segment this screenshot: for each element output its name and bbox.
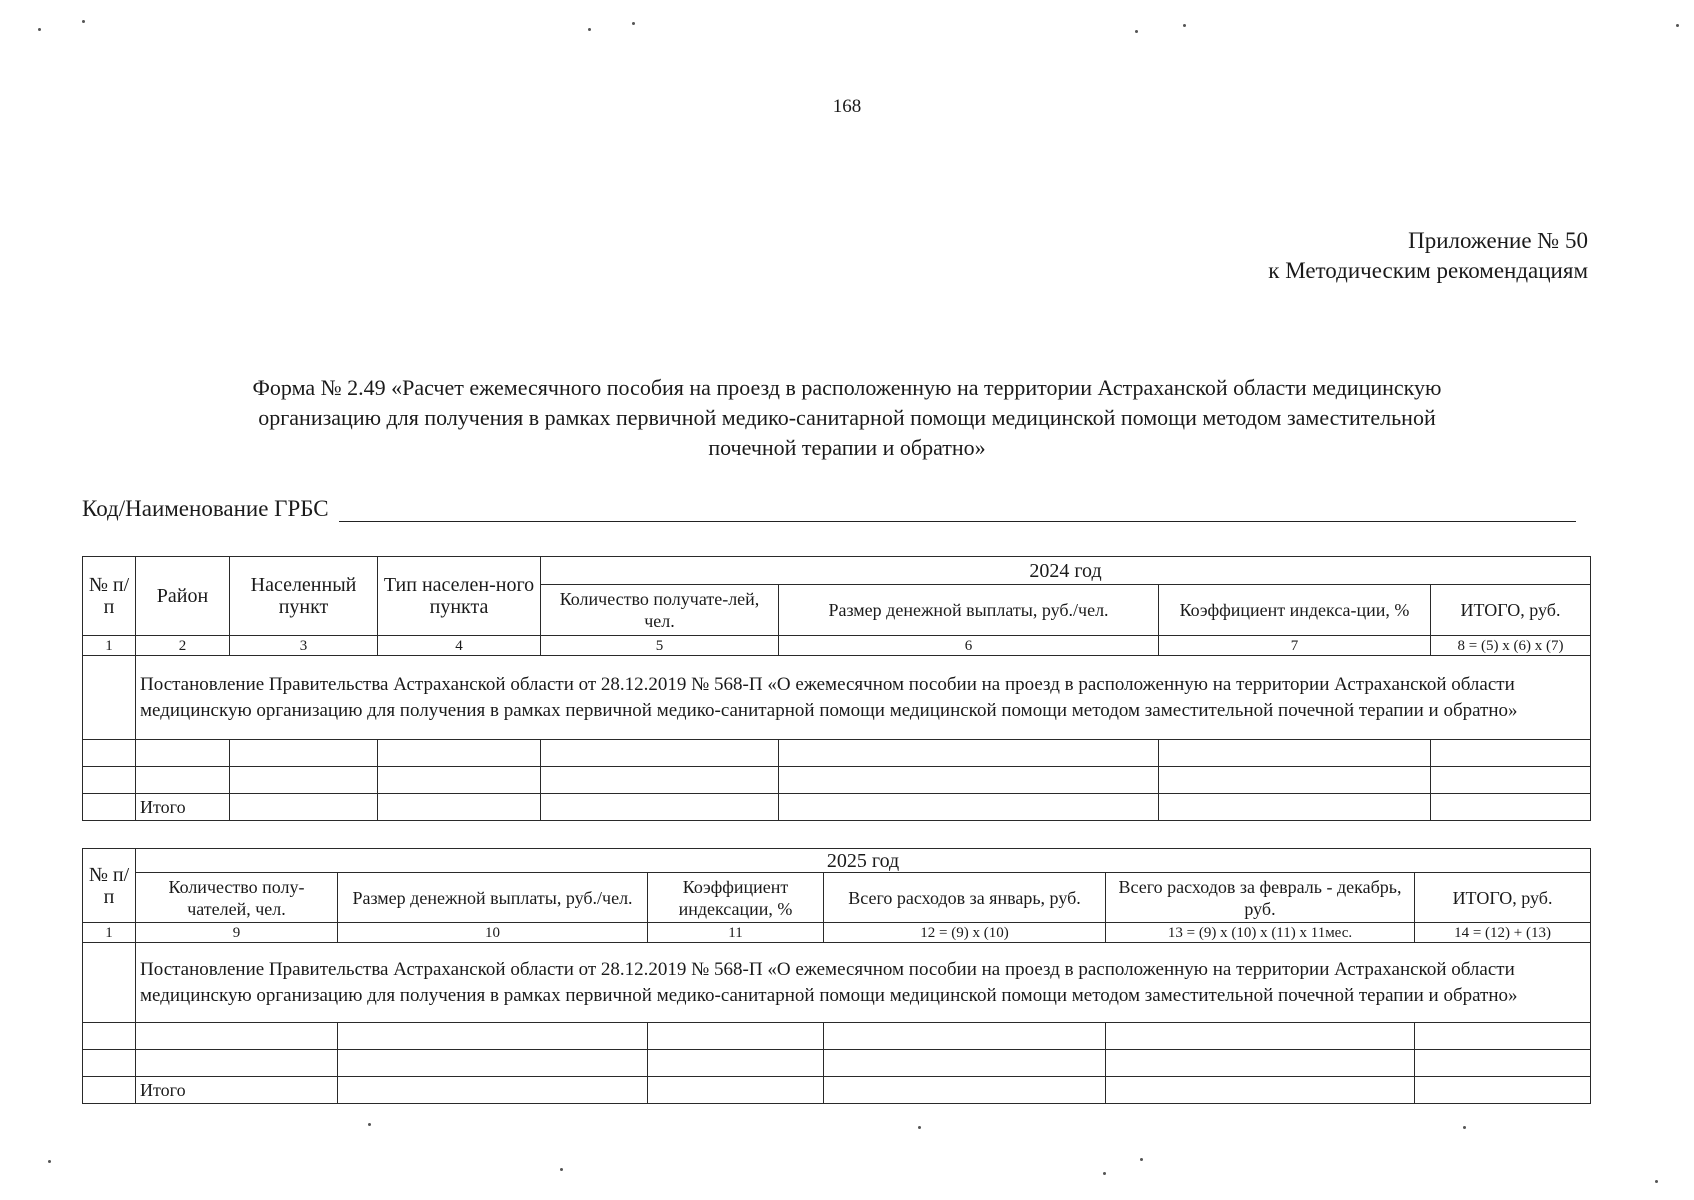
scan-speck — [1463, 1126, 1466, 1129]
table-cell[interactable] — [824, 1023, 1106, 1050]
total-row — [83, 1077, 1591, 1104]
table-cell[interactable] — [648, 1023, 824, 1050]
table-cell[interactable] — [378, 767, 541, 794]
col-num: 5 — [541, 636, 779, 656]
grbs-field — [82, 496, 1576, 522]
scan-speck — [1655, 1180, 1658, 1183]
scan-speck — [82, 20, 85, 23]
column-numbers-row — [83, 636, 1591, 656]
resolution-row-number — [83, 656, 136, 740]
table-cell[interactable] — [1431, 740, 1591, 767]
col-no-header: № п/п — [83, 557, 136, 636]
scan-speck — [1135, 30, 1138, 33]
resolution-text: Постановление Правительства Астраханской области от 28.12.2019 № 568-П «О ежемесячном пособии на проезд в расположенную на территории Астраханской области медицинскую организацию для получения в рамках первичной медико-санитарной помощи медицинской помощи методом заместительной почечной терапии и обратно» — [136, 943, 1591, 1023]
table-cell[interactable] — [1415, 1050, 1591, 1077]
table-cell[interactable] — [541, 740, 779, 767]
resolution-text: Постановление Правительства Астраханской области от 28.12.2019 № 568-П «О ежемесячном пособии на проезд в расположенную на территории Астраханской области медицинскую организацию для получения в рамках первичной медико-санитарной помощи медицинской помощи методом заместительной почечной терапии и обратно» — [136, 656, 1591, 740]
col-num: 4 — [378, 636, 541, 656]
table-cell[interactable] — [648, 1050, 824, 1077]
col-recipients-header: Количество получате-лей, чел. — [541, 585, 779, 636]
table-cell[interactable] — [779, 740, 1159, 767]
total-label: Итого — [136, 794, 230, 821]
col-settlement-header: Населенный пункт — [230, 557, 378, 636]
col-num: 9 — [136, 923, 338, 943]
col-num: 6 — [779, 636, 1159, 656]
form-title-line-2: организацию для получения в рамках первичной медико-санитарной помощи медицинской помощи методом заместительной — [258, 405, 1436, 430]
col-num: 2 — [136, 636, 230, 656]
table-cell[interactable] — [83, 740, 136, 767]
col-num: 13 = (9) х (10) х (11) х 11мес. — [1106, 923, 1415, 943]
table-cell[interactable] — [136, 1023, 338, 1050]
table-cell[interactable] — [824, 1050, 1106, 1077]
table-cell[interactable] — [779, 767, 1159, 794]
year-2025-header: 2025 год — [136, 849, 1591, 873]
resolution-row — [83, 656, 1591, 740]
resolution-row — [83, 943, 1591, 1023]
table-cell[interactable] — [1106, 1077, 1415, 1104]
col-num: 14 = (12) + (13) — [1415, 923, 1591, 943]
table-cell[interactable] — [230, 740, 378, 767]
table-cell[interactable] — [648, 1077, 824, 1104]
column-numbers-row — [83, 923, 1591, 943]
table-cell[interactable] — [83, 1023, 136, 1050]
col-payment-header: Размер денежной выплаты, руб./чел. — [338, 873, 648, 923]
scan-speck — [588, 28, 591, 31]
table-cell[interactable] — [824, 1077, 1106, 1104]
table-cell[interactable] — [1159, 794, 1431, 821]
appendix-note — [1268, 226, 1588, 286]
scan-speck — [1140, 1158, 1143, 1161]
total-label: Итого — [136, 1077, 338, 1104]
table-2025 — [82, 848, 1591, 1104]
table-cell[interactable] — [230, 767, 378, 794]
table-cell[interactable] — [136, 1050, 338, 1077]
table-cell[interactable] — [378, 794, 541, 821]
table-2024 — [82, 556, 1591, 821]
col-district-header: Район — [136, 557, 230, 636]
table-cell[interactable] — [1431, 794, 1591, 821]
col-jan-header: Всего расходов за январь, руб. — [824, 873, 1106, 923]
grbs-blank-line[interactable] — [339, 499, 1576, 522]
col-num: 11 — [648, 923, 824, 943]
table-row — [83, 767, 1591, 794]
table-cell[interactable] — [136, 740, 230, 767]
table-cell — [83, 1077, 136, 1104]
table-row — [83, 740, 1591, 767]
table-cell[interactable] — [338, 1077, 648, 1104]
col-no-header: № п/п — [83, 849, 136, 923]
scan-speck — [1676, 24, 1679, 27]
form-title-line-1: Форма № 2.49 «Расчет ежемесячного пособия на проезд в расположенную на территории Астраханской области медицинскую — [252, 375, 1442, 400]
scan-speck — [48, 1160, 51, 1163]
col-num: 12 = (9) х (10) — [824, 923, 1106, 943]
table-cell[interactable] — [136, 767, 230, 794]
col-num: 1 — [83, 923, 136, 943]
table-cell[interactable] — [83, 1050, 136, 1077]
col-total-header: ИТОГО, руб. — [1431, 585, 1591, 636]
table-row — [83, 1023, 1591, 1050]
form-title-line-3: почечной терапии и обратно» — [708, 435, 986, 460]
table-cell[interactable] — [1415, 1023, 1591, 1050]
col-num: 1 — [83, 636, 136, 656]
table-cell[interactable] — [541, 767, 779, 794]
table-cell[interactable] — [83, 767, 136, 794]
scan-speck — [38, 28, 41, 31]
table-cell[interactable] — [541, 794, 779, 821]
col-index-header: Коэффициент индекса-ции, % — [1159, 585, 1431, 636]
col-settlement-type-header: Тип населен-ного пункта — [378, 557, 541, 636]
table-cell[interactable] — [1415, 1077, 1591, 1104]
col-num: 7 — [1159, 636, 1431, 656]
table-cell[interactable] — [338, 1050, 648, 1077]
table-cell[interactable] — [230, 794, 378, 821]
scan-speck — [560, 1168, 563, 1171]
scan-speck — [1183, 24, 1186, 27]
col-total-header: ИТОГО, руб. — [1415, 873, 1591, 923]
table-cell[interactable] — [1106, 1023, 1415, 1050]
form-title — [100, 373, 1594, 463]
table-row — [83, 1050, 1591, 1077]
col-num: 3 — [230, 636, 378, 656]
col-feb-dec-header: Всего расходов за февраль - декабрь, руб. — [1106, 873, 1415, 923]
table-cell[interactable] — [779, 794, 1159, 821]
scan-speck — [368, 1123, 371, 1126]
table-cell[interactable] — [378, 740, 541, 767]
table-cell[interactable] — [338, 1023, 648, 1050]
grbs-label: Код/Наименование ГРБС — [82, 496, 329, 521]
col-num: 10 — [338, 923, 648, 943]
resolution-row-number — [83, 943, 136, 1023]
appendix-line-2: к Методическим рекомендациям — [1268, 258, 1588, 283]
total-row — [83, 794, 1591, 821]
table-cell[interactable] — [1106, 1050, 1415, 1077]
scan-speck — [1103, 1172, 1106, 1175]
appendix-line-1: Приложение № 50 — [1408, 228, 1588, 253]
table-cell[interactable] — [1159, 767, 1431, 794]
col-index-header: Коэффициент индексации, % — [648, 873, 824, 923]
year-2024-header: 2024 год — [541, 557, 1591, 585]
scan-speck — [918, 1126, 921, 1129]
col-payment-header: Размер денежной выплаты, руб./чел. — [779, 585, 1159, 636]
table-cell[interactable] — [1159, 740, 1431, 767]
table-cell[interactable] — [1431, 767, 1591, 794]
page-number: 168 — [832, 96, 862, 117]
col-num: 8 = (5) х (6) х (7) — [1431, 636, 1591, 656]
table-cell — [83, 794, 136, 821]
scan-speck — [632, 22, 635, 25]
col-recipients-header: Количество полу-чателей, чел. — [136, 873, 338, 923]
